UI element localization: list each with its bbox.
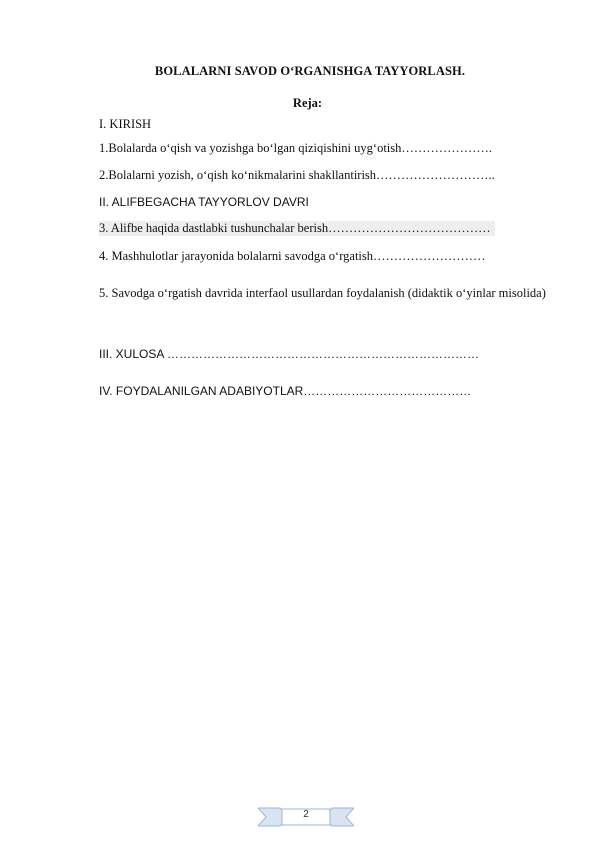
toc-item-4: 4. Mashhulotlar jarayonida bolalarni savodga o‘rgatish……………………… <box>99 249 486 263</box>
page-number: 2 <box>303 809 309 820</box>
document-title: BOLALARNI SAVOD O‘RGANISHGA TAYYORLASH. <box>154 64 466 78</box>
toc-item-5: 5. Savodga o‘rgatish davrida interfaol usullardan foydalanish (didaktik o‘yinlar misolida) <box>99 286 546 300</box>
toc-item-section-2: II. ALIFBEGACHA TAYYORLOV DAVRI <box>99 195 309 209</box>
toc-item-1: 1.Bolalarda o‘qish va yozishga bo‘lgan qiziqishini uyg‘otish…………………. <box>99 141 493 155</box>
toc-item-conclusion: III. XULOSA …………………………………………………………………… <box>99 347 480 361</box>
toc-item-3: 3. Alifbe haqida dastlabki tushunchalar berish………………………………… <box>99 221 495 236</box>
plan-heading: Reja: <box>292 96 323 110</box>
toc-item-references: IV. FOYDALANILGAN ADABIYOTLAR…………………………………… <box>99 384 472 398</box>
toc-item-introduction: I. KIRISH <box>99 117 152 131</box>
toc-item-2: 2.Bolalarni yozish, o‘qish ko‘nikmalarini shakllantirish……………………….. <box>99 168 495 182</box>
